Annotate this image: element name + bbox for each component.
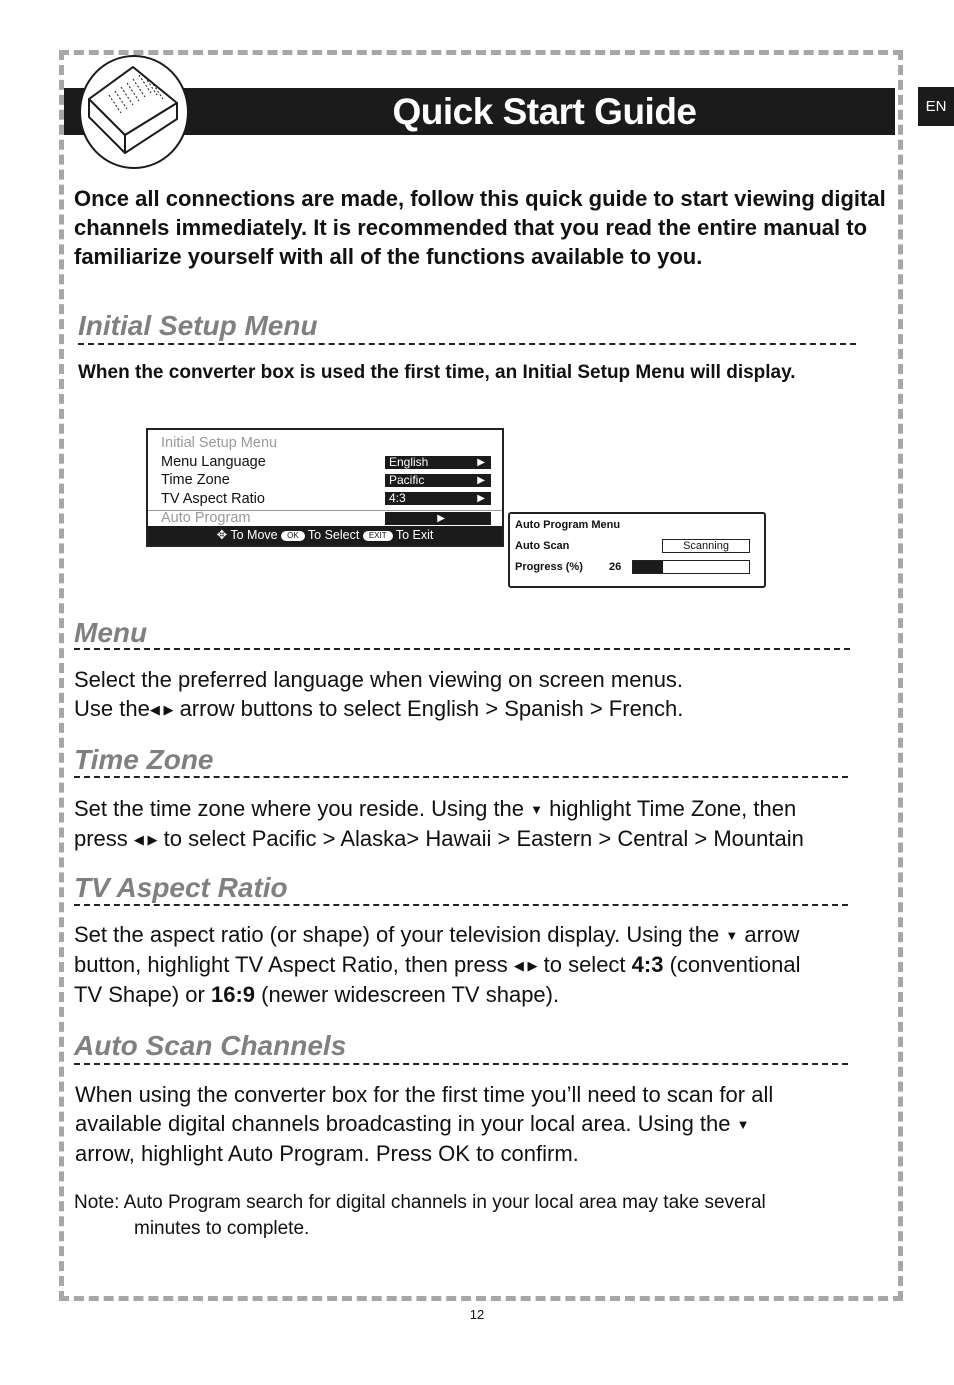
down-arrow-icon: ▼ bbox=[725, 928, 739, 943]
progress-bar bbox=[632, 560, 750, 574]
aspect-line-3: TV Shape) or 16:9 (newer widescreen TV shape). bbox=[74, 982, 560, 1007]
auto-scan-line-1: When using the converter box for the first time you’ll need to scan for all bbox=[75, 1082, 774, 1107]
auto-scan-line-2: available digital channels broadcasting in your local area. Using the ▼ bbox=[75, 1111, 750, 1136]
note bbox=[74, 1190, 874, 1242]
time-zone-value[interactable] bbox=[385, 474, 491, 487]
page-title: Quick Start Guide bbox=[392, 91, 697, 132]
setup-menu-header: Initial Setup Menu bbox=[161, 435, 278, 451]
footer-select-text: To Select bbox=[307, 528, 360, 542]
progress-bar-fill bbox=[633, 561, 663, 573]
page-number: 12 bbox=[469, 1307, 485, 1322]
auto-program-menu bbox=[508, 512, 766, 588]
auto-scan-label: Auto Scan bbox=[515, 540, 570, 552]
auto-scan-line-3: arrow, highlight Auto Program. Press OK to confirm. bbox=[75, 1141, 579, 1166]
section-divider bbox=[78, 343, 856, 345]
initial-setup-menu bbox=[146, 428, 504, 547]
progress-label: Progress (%) bbox=[515, 561, 583, 573]
exit-button-icon: EXIT bbox=[363, 531, 393, 541]
move-arrows-icon: ✥ bbox=[216, 528, 228, 542]
progress-value: 26 bbox=[609, 561, 622, 573]
section-divider bbox=[74, 648, 850, 650]
aspect-line-2: button, highlight TV Aspect Ratio, then press ◀ ▶ to select 4:3 (conventional bbox=[74, 952, 801, 977]
time-zone-heading: Time Zone bbox=[74, 744, 214, 775]
aspect-ratio-value[interactable] bbox=[385, 492, 491, 505]
aspect-ratio-description bbox=[74, 920, 894, 1009]
note-line-1: Note: Auto Program search for digital channels in your local area may take several bbox=[74, 1192, 766, 1213]
down-arrow-icon: ▼ bbox=[530, 802, 544, 817]
play-arrow-icon: ▶ bbox=[477, 457, 485, 468]
auto-scan-description bbox=[75, 1080, 895, 1168]
left-right-arrows-icon: ◀ ▶ bbox=[513, 958, 538, 973]
aspect-ratio-label[interactable]: TV Aspect Ratio bbox=[161, 491, 265, 507]
menu-line-1: Select the preferred language when viewing on screen menus. bbox=[74, 667, 684, 692]
menu-heading: Menu bbox=[74, 617, 148, 648]
auto-scan-status: Scanning bbox=[662, 539, 750, 553]
menu-line-2: Use the◀ ▶ arrow buttons to select English > Spanish > French. bbox=[74, 696, 684, 721]
menu-language-value-text: English bbox=[389, 455, 429, 469]
down-arrow-icon: ▼ bbox=[736, 1117, 750, 1132]
scan-menu-title: Auto Program Menu bbox=[515, 519, 621, 531]
time-zone-label[interactable]: Time Zone bbox=[161, 472, 230, 488]
initial-setup-subtitle: When the converter box is used the first time, an Initial Setup Menu will display. bbox=[78, 362, 796, 383]
menu-language-value[interactable] bbox=[385, 456, 491, 469]
aspect-line-1: Set the aspect ratio (or shape) of your television display. Using the ▼ arrow bbox=[74, 922, 800, 947]
play-arrow-icon: ▶ bbox=[477, 493, 485, 504]
menu-description bbox=[74, 665, 894, 724]
aspect-ratio-value-text: 4:3 bbox=[389, 491, 406, 505]
auto-program-row[interactable] bbox=[148, 510, 502, 526]
section-divider bbox=[74, 904, 848, 906]
aspect-ratio-heading: TV Aspect Ratio bbox=[74, 872, 288, 903]
intro-paragraph: Once all connections are made, follow this quick guide to start viewing digital channels immediately. It is recommended that you read the entire manual to familiarize yourself with all of the functions available to you. bbox=[74, 186, 886, 269]
language-tab: EN bbox=[918, 87, 954, 126]
section-divider bbox=[74, 1063, 848, 1065]
initial-setup-heading: Initial Setup Menu bbox=[78, 310, 318, 341]
section-divider bbox=[74, 776, 848, 778]
footer-move-text: To Move bbox=[230, 528, 278, 542]
play-arrow-icon: ▶ bbox=[477, 475, 485, 486]
ok-button-icon: OK bbox=[281, 531, 305, 541]
note-line-2: minutes to complete. bbox=[134, 1218, 310, 1239]
play-arrow-icon: ▶ bbox=[437, 513, 445, 524]
left-right-arrows-icon: ◀ ▶ bbox=[133, 832, 158, 847]
left-right-arrows-icon: ◀ ▶ bbox=[149, 702, 174, 717]
time-zone-description bbox=[74, 794, 894, 854]
book-icon bbox=[79, 55, 189, 169]
footer-exit-text: To Exit bbox=[395, 528, 434, 542]
time-zone-line-2: press ◀ ▶ to select Pacific > Alaska> Hawaii > Eastern > Central > Mountain bbox=[74, 826, 804, 851]
setup-menu-footer bbox=[148, 526, 502, 545]
time-zone-line-1: Set the time zone where you reside. Using the ▼ highlight Time Zone, then bbox=[74, 796, 797, 821]
time-zone-value-text: Pacific bbox=[389, 473, 425, 487]
auto-program-value bbox=[385, 512, 491, 525]
auto-scan-heading: Auto Scan Channels bbox=[74, 1030, 347, 1061]
menu-language-label[interactable]: Menu Language bbox=[161, 454, 266, 470]
auto-program-label: Auto Program bbox=[161, 510, 251, 526]
